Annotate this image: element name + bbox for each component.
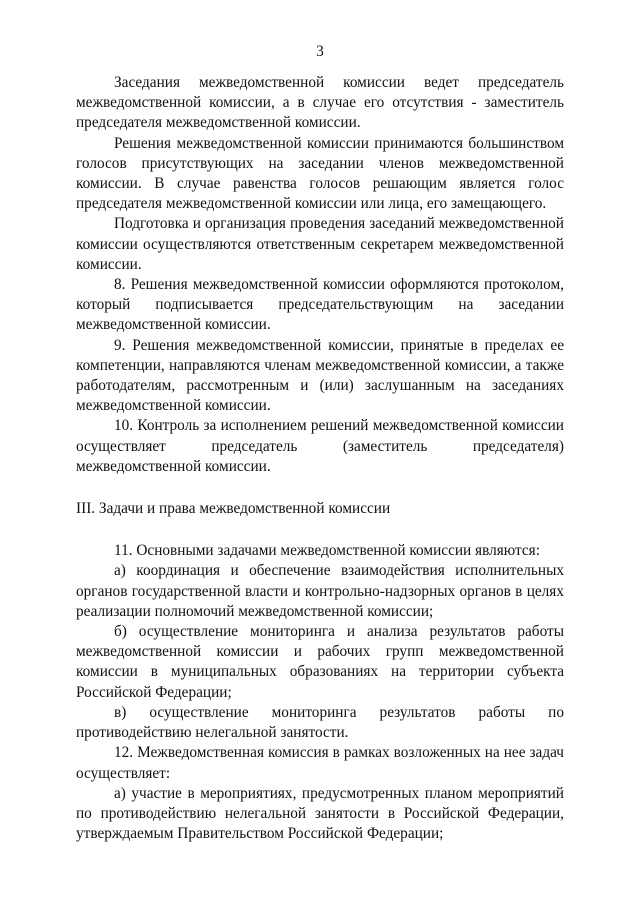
paragraph-item-11: 11. Основными задачами межведомственной комиссии являются: [114,542,540,560]
paragraph-item-11-b: б) осуществление мониторинга и анализа результатов работы межведомственной комиссии и рабочих групп межведомственной комиссии в муниципальных образованиях на территории субъекта Российской Федерации; [76,623,564,701]
paragraph-chairing: Заседания межведомственной комиссии ведет председатель межведомственной комиссии, а в случае его отсутствия - заместитель председателя межведомственной комиссии. [76,74,564,132]
paragraph-item-8: 8. Решения межведомственной комиссии оформляются протоколом, который подписывается председательствующим на заседании межведомственной комиссии. [76,276,564,334]
page-number: 3 [316,43,324,60]
paragraph-item-12: 12. Межведомственная комиссия в рамках возложенных на нее задач осуществляет: [76,744,564,782]
paragraph-item-11-a: а) координация и обеспечение взаимодействия исполнительных органов государственной власти и контрольно-надзорных органов в целях реализации полномочий межведомственной комиссии; [76,562,564,620]
paragraph-item-12-a: а) участие в мероприятиях, предусмотренных планом мероприятий по противодействию нелегальной занятости в Российской Федерации, утверждаемым Правительством Российской Федерации; [76,784,564,843]
document-body [76,73,564,844]
paragraph-decisions-voting: Решения межведомственной комиссии принимаются большинством голосов присутствующих на заседании членов межведомственной комиссии. В случае равенства голосов решающим является голос председателя межведомственной комиссии или лица, его замещающего. [76,134,564,213]
paragraph-item-9: 9. Решения межведомственной комиссии, принятые в пределах ее компетенции, направляются членам межведомственной комиссии, а также работодателям, рассмотренным и (или) заслушанным на заседаниях межведомственной комиссии. [76,336,564,415]
paragraph-meeting-preparation: Подготовка и организация проведения заседаний межведомственной комиссии осуществляются ответственным секретарем межведомственной комиссии. [76,215,564,273]
paragraph-item-10: 10. Контроль за исполнением решений межведомственной комиссии осуществляет председатель (заместитель председателя) межведомственной комиссии. [76,417,564,475]
section-heading: III. Задачи и права межведомственной комиссии [76,500,391,518]
paragraph-item-11-c: в) осуществление мониторинга результатов работы по противодействию нелегальной занятости. [76,703,564,742]
